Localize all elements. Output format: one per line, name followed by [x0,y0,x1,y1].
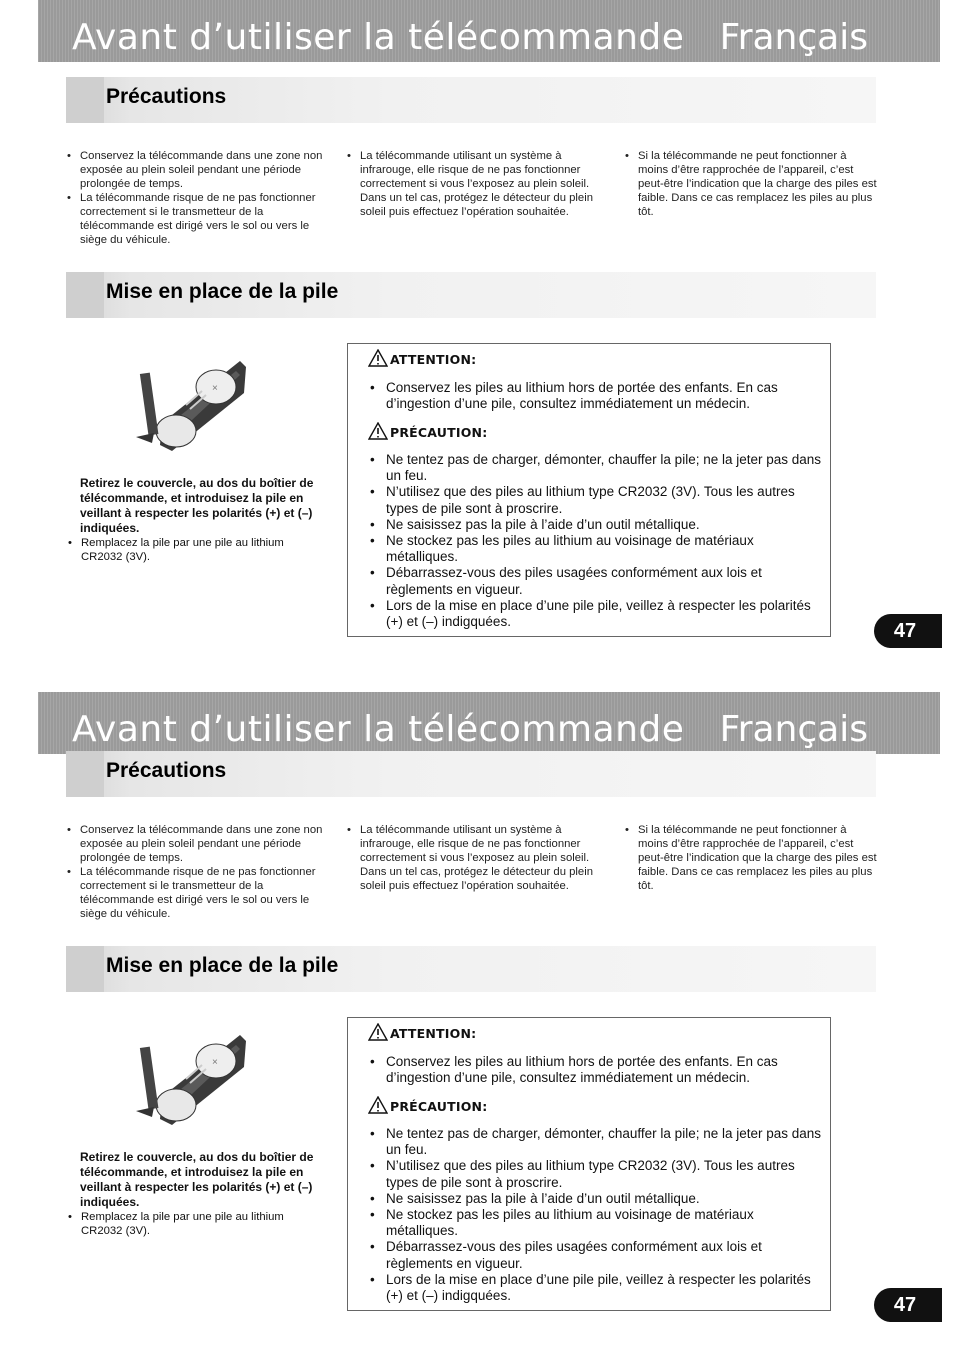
precaution-list [370,1126,822,1304]
warning-triangle-icon [368,1023,388,1041]
svg-text:×: × [212,1057,218,1068]
header-banner [38,692,940,754]
svg-text:×: × [212,383,218,394]
remote-battery-insertion-illustration [132,353,254,455]
section-title: Précautions [106,85,227,108]
precautions-col-2 [347,823,605,893]
list-item: • Débarrassez-vous des piles usagées conformément aux lois et règlements en vigueur. [370,565,822,597]
precautions-header [66,77,876,123]
warning-box [347,343,831,637]
list-item: • Débarrassez-vous des piles usagées conformément aux lois et règlements en vigueur. [370,1239,822,1271]
precautions-col-3 [625,823,877,893]
page-top [0,0,954,675]
section-title: Mise en place de la pile [106,280,339,303]
precaution-label: PRÉCAUTION: [390,1099,488,1114]
list-item: • Ne saisissez pas la pile à l’aide d’un outil métallique. [370,1191,822,1207]
banner-title: Avant d’utiliser la télécommande [72,709,685,750]
attention-label: ATTENTION: [390,1026,477,1041]
section-title: Mise en place de la pile [106,954,339,977]
list-item: • Si la télécommande ne peut fonctionner à moins d’être rapprochée de l’appareil, c’est peut-être l’indication que la charge des piles est faible. Dans ce cas remplacez les piles au plus tôt. [625,823,877,893]
precaution-list [370,452,822,630]
battery-instruction: Retirez le couvercle, au dos du boîtier de télécommande, et introduisez la pile en veillant à respecter les polarités (+) et (–) indiquées. [80,1150,314,1209]
precautions-col-1 [67,823,325,921]
battery-note: • Remplacez la pile par une pile au lithium CR2032 (3V). [68,1210,328,1238]
warning-triangle-icon [368,1096,388,1114]
list-item: • La télécommande risque de ne pas fonctionner correctement si le transmetteur de la télécommande est dirigé vers le sol ou vers le siège du véhicule. [67,191,325,247]
attention-heading [368,349,476,367]
list-item: • Si la télécommande ne peut fonctionner à moins d’être rapprochée de l’appareil, c’est peut-être l’indication que la charge des piles est faible. Dans ce cas remplacez les piles au plus tôt. [625,149,877,219]
list-item: • Conservez la télécommande dans une zone non exposée au plein soleil pendant une période prolongée de temps. [67,823,325,865]
list-item: • N’utilisez que des piles au lithium type CR2032 (3V). Tous les autres types de pile sont à proscrire. [370,484,822,516]
precaution-heading [368,1096,487,1114]
battery-caption [68,476,328,564]
banner-language: Français [719,709,868,750]
precaution-heading [368,422,487,440]
battery-header [66,272,876,318]
attention-label: ATTENTION: [390,352,477,367]
list-item: • La télécommande utilisant un système à infrarouge, elle risque de ne pas fonctionner correctement si vous l’exposez au plein soleil. Dans un tel cas, protégez le détecteur du plein soleil puis effectuez l’opération souhaitée. [347,149,605,219]
warning-triangle-icon [368,422,388,440]
precautions-col-3 [625,149,877,219]
precautions-header [66,751,876,797]
header-banner [38,0,940,62]
list-item: • Conservez les piles au lithium hors de portée des enfants. En cas d’ingestion d’une pile, consultez immédiatement un médecin. [370,1054,822,1086]
battery-header [66,946,876,992]
banner-title: Avant d’utiliser la télécommande [72,17,685,58]
remote-battery-insertion-illustration [132,1027,254,1129]
list-item: • Conservez la télécommande dans une zone non exposée au plein soleil pendant une période prolongée de temps. [67,149,325,191]
page-number: 47 [874,614,942,648]
list-item: • La télécommande utilisant un système à infrarouge, elle risque de ne pas fonctionner correctement si vous l’exposez au plein soleil. Dans un tel cas, protégez le détecteur du plein soleil puis effectuez l’opération souhaitée. [347,823,605,893]
banner-language: Français [719,17,868,58]
list-item: • Ne tentez pas de charger, démonter, chauffer la pile; ne la jeter pas dans un feu. [370,1126,822,1158]
list-item: • N’utilisez que des piles au lithium type CR2032 (3V). Tous les autres types de pile sont à proscrire. [370,1158,822,1190]
list-item: • Ne tentez pas de charger, démonter, chauffer la pile; ne la jeter pas dans un feu. [370,452,822,484]
list-item: • Lors de la mise en place d’une pile pile, veillez à respecter les polarités (+) et (–) indigquées. [370,598,822,630]
battery-caption [68,1150,328,1238]
page-bottom [0,674,954,1349]
section-title: Précautions [106,759,227,782]
list-item: • La télécommande risque de ne pas fonctionner correctement si le transmetteur de la télécommande est dirigé vers le sol ou vers le siège du véhicule. [67,865,325,921]
precautions-col-2 [347,149,605,219]
list-item: • Lors de la mise en place d’une pile pile, veillez à respecter les polarités (+) et (–) indigquées. [370,1272,822,1304]
attention-list [370,380,822,412]
warning-triangle-icon [368,349,388,367]
warning-box [347,1017,831,1311]
precaution-label: PRÉCAUTION: [390,425,488,440]
attention-list [370,1054,822,1086]
page-number: 47 [874,1288,942,1322]
battery-instruction: Retirez le couvercle, au dos du boîtier de télécommande, et introduisez la pile en veillant à respecter les polarités (+) et (–) indiquées. [80,476,314,535]
precautions-col-1 [67,149,325,247]
list-item: • Ne stockez pas les piles au lithium au voisinage de matériaux métalliques. [370,533,822,565]
attention-heading [368,1023,476,1041]
battery-note: • Remplacez la pile par une pile au lithium CR2032 (3V). [68,536,328,564]
list-item: • Ne saisissez pas la pile à l’aide d’un outil métallique. [370,517,822,533]
list-item: • Ne stockez pas les piles au lithium au voisinage de matériaux métalliques. [370,1207,822,1239]
list-item: • Conservez les piles au lithium hors de portée des enfants. En cas d’ingestion d’une pile, consultez immédiatement un médecin. [370,380,822,412]
